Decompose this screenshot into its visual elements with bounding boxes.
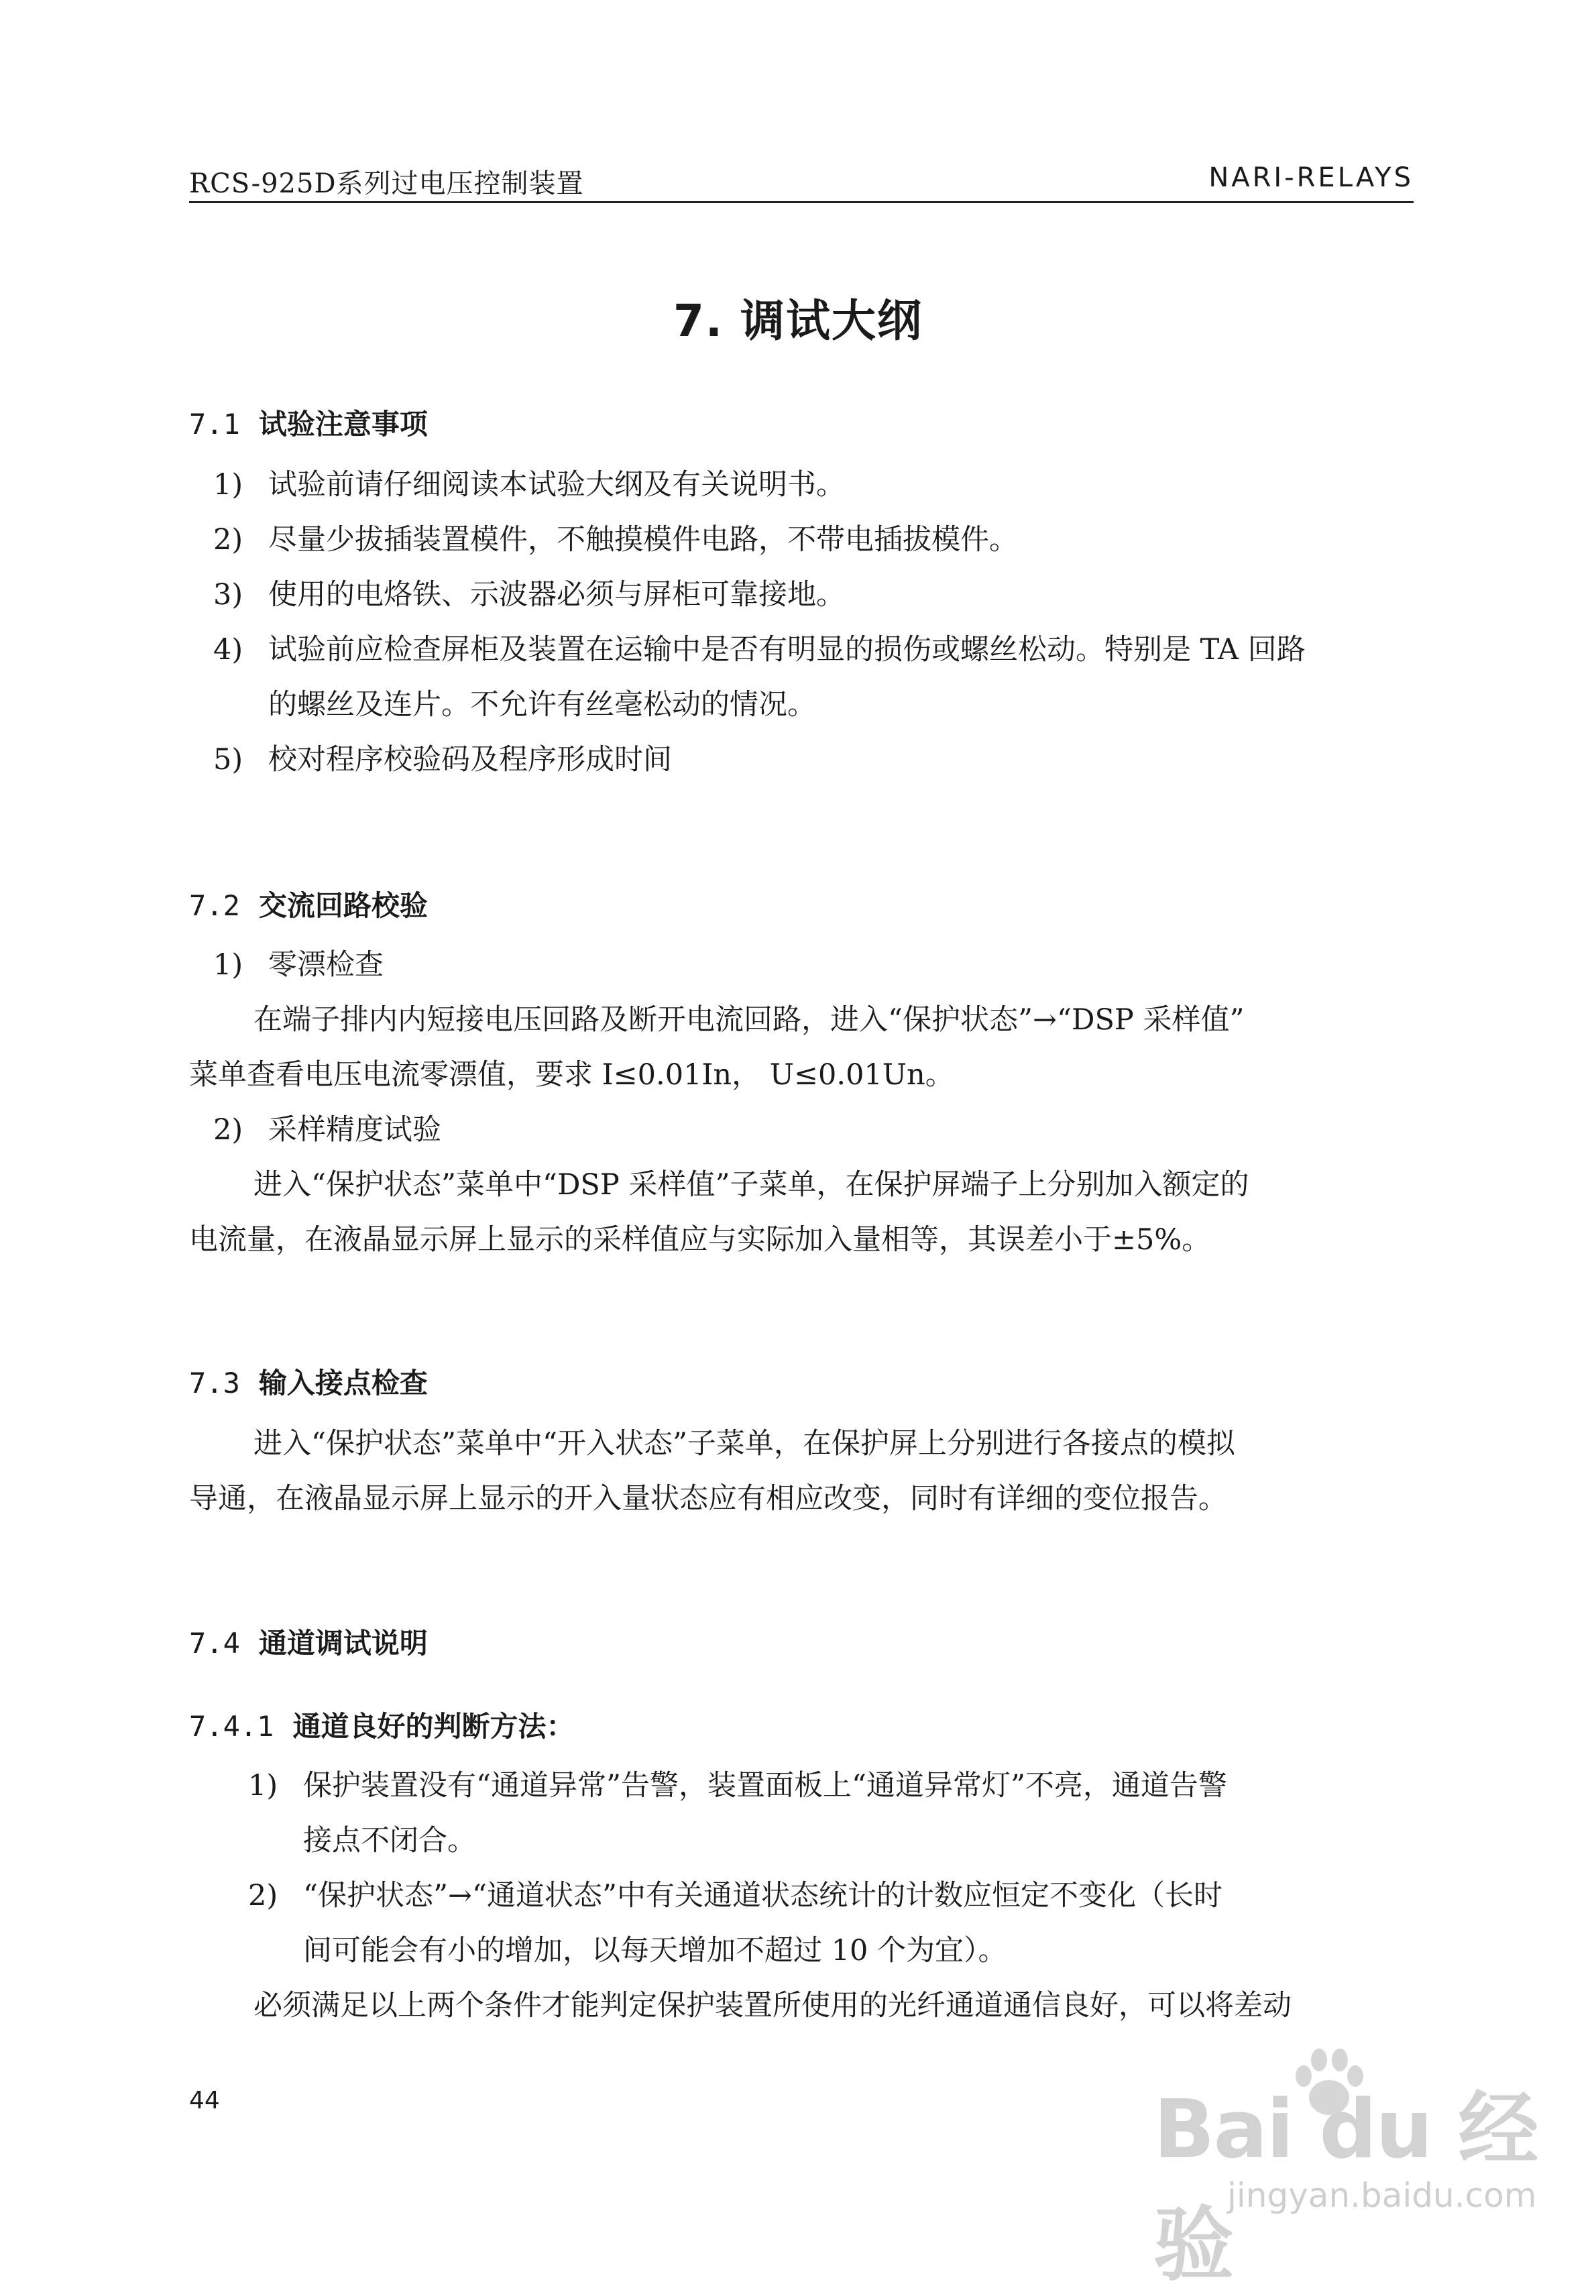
page-number: 44	[189, 2087, 220, 2114]
section-7-3-heading	[189, 1361, 428, 1401]
paragraph-line: 导通，在液晶显示屏上显示的开入量状态应有相应改变，同时有详细的变位报告。	[189, 1482, 1227, 1515]
list-item: 1) 试验前请仔细阅读本试验大纲及有关说明书。	[213, 468, 845, 502]
section-number: 7.4.1	[189, 1710, 274, 1743]
section-title: 交流回路校验	[258, 889, 428, 922]
paragraph-line: 必须满足以上两个条件才能判定保护装置所使用的光纤通道通信良好，可以将差动	[253, 1989, 1292, 2022]
section-title: 通道良好的判断方法：	[292, 1710, 575, 1743]
running-header-brand: NARI-RELAYS	[1208, 162, 1414, 193]
paragraph-line: 菜单查看电压电流零漂值，要求 I≤0.01In， U≤0.01Un。	[189, 1058, 954, 1092]
section-7-4-1-heading	[189, 1705, 574, 1745]
list-item-continuation: 接点不闭合。	[303, 1824, 476, 1857]
section-title: 输入接点检查	[258, 1367, 428, 1399]
list-item-continuation: 间可能会有小的增加，以每天增加不超过 10 个为宜）。	[303, 1934, 1007, 1967]
header-rule	[189, 201, 1414, 203]
section-number: 7.1	[189, 408, 240, 441]
paragraph-line: 电流量，在液晶显示屏上显示的采样值应与实际加入量相等，其误差小于±5%。	[189, 1223, 1211, 1257]
paragraph-line: 进入“保护状态”菜单中“开入状态”子菜单，在保护屏上分别进行各接点的模拟	[253, 1427, 1235, 1460]
section-title: 通道调试说明	[258, 1627, 428, 1660]
list-item: 2) “保护状态”→“通道状态”中有关通道状态统计的计数应恒定不变化（长时	[248, 1879, 1222, 1912]
running-header-title: RCS-925D系列过电压控制装置	[189, 168, 584, 199]
section-number: 7.2	[189, 889, 240, 922]
section-7-4-heading	[189, 1621, 428, 1662]
list-item: 5) 校对程序校验码及程序形成时间	[213, 743, 672, 777]
list-item-continuation: 的螺丝及连片。不允许有丝毫松动的情况。	[268, 688, 816, 722]
section-number: 7.4	[189, 1627, 240, 1660]
watermark-url: jingyan.baidu.com	[1227, 2176, 1537, 2215]
section-number: 7.3	[189, 1367, 240, 1399]
section-7-1-heading	[189, 402, 428, 443]
list-item: 3) 使用的电烙铁、示波器必须与屏柜可靠接地。	[213, 578, 845, 612]
baidu-watermark	[1140, 2039, 1569, 2292]
list-item: 4) 试验前应检查屏柜及装置在运输中是否有明显的损伤或螺丝松动。特别是 TA 回路	[213, 633, 1306, 667]
paragraph-line: 进入“保护状态”菜单中“DSP 采样值”子菜单，在保护屏端子上分别加入额定的	[253, 1168, 1249, 1202]
list-item: 2) 采样精度试验	[213, 1113, 441, 1147]
list-item: 2) 尽量少拔插装置模件，不触摸模件电路，不带电插拔模件。	[213, 523, 1018, 557]
list-item: 1) 零漂检查	[213, 948, 384, 982]
section-title: 试验注意事项	[258, 408, 428, 441]
list-item: 1) 保护装置没有“通道异常”告警，装置面板上“通道异常灯”不亮，通道告警	[248, 1769, 1227, 1802]
chapter-title: 7. 调试大纲	[673, 295, 923, 347]
section-7-2-heading	[189, 884, 428, 924]
paragraph-line: 在端子排内内短接电压回路及断开电流回路，进入“保护状态”→“DSP 采样值”	[253, 1003, 1245, 1037]
watermark-brand: Bai du 经验	[1153, 2083, 1538, 2292]
